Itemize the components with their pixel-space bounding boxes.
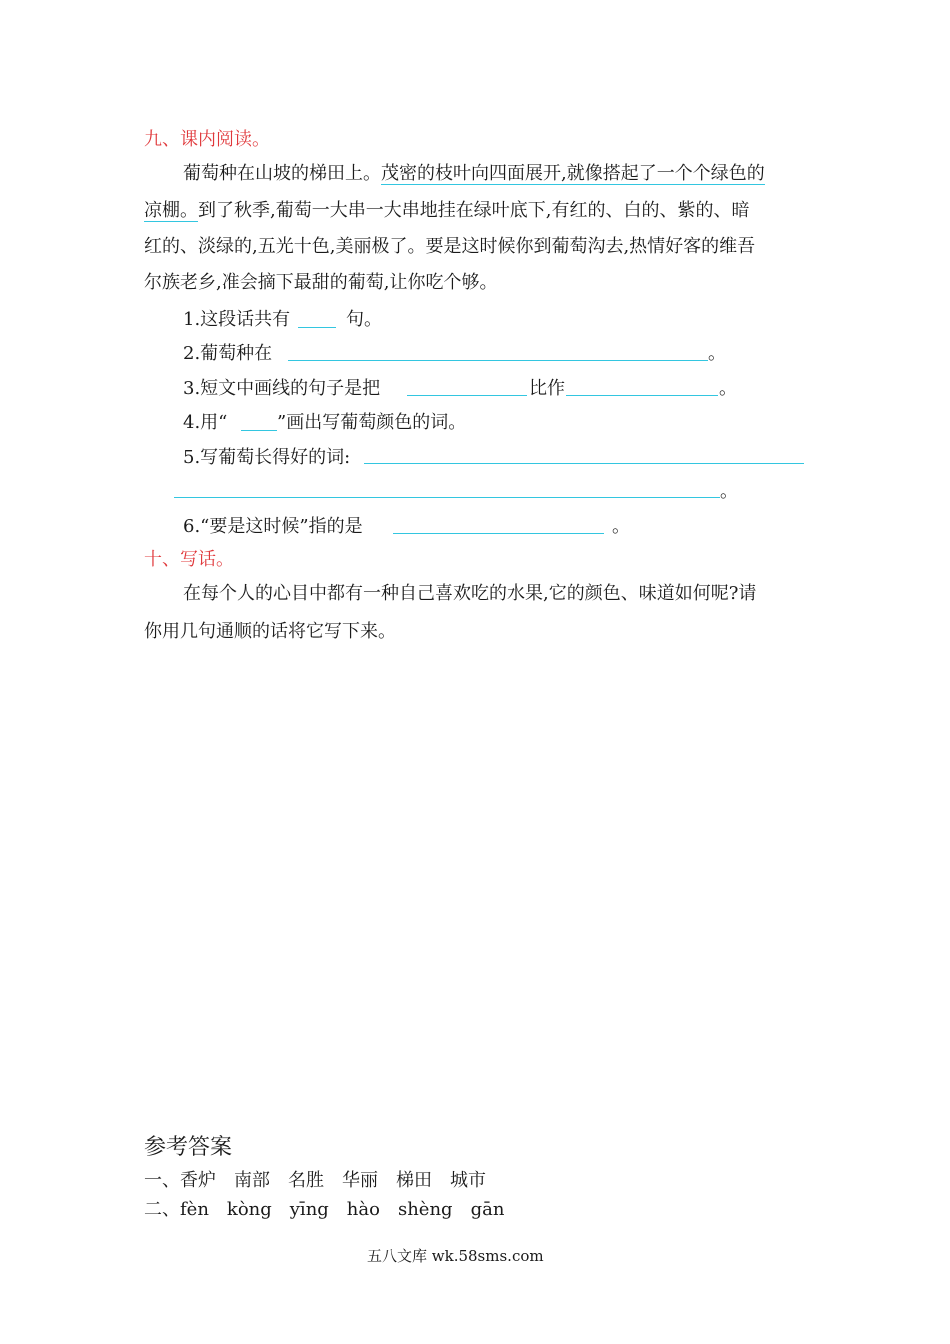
question-3-suffix: 。 <box>719 378 737 399</box>
question-2-text: 2.葡萄种在 <box>183 343 273 364</box>
answer-1: 一、香炉 南部 名胜 华丽 梯田 城市 <box>144 1170 486 1191</box>
footer-watermark: 五八文库 wk.58sms.com <box>367 1247 544 1265</box>
question-3-blank-1[interactable] <box>407 395 527 396</box>
passage-line-4: 尔族老乡,准会摘下最甜的葡萄,让你吃个够。 <box>144 272 498 293</box>
question-4-text: ”画出写葡萄颜色的词。 <box>277 412 467 433</box>
section10-line-1: 在每个人的心目中都有一种自己喜欢吃的水果,它的颜色、味道如何呢?请 <box>183 583 757 604</box>
passage-line-2-plain: 到了秋季,葡萄一大串一大串地挂在绿叶底下,有红的、白的、紫的、暗 <box>198 200 750 221</box>
answer-2: 二、fèn kòng yīng hào shèng gān <box>144 1199 505 1220</box>
question-5-blank-1[interactable] <box>364 463 804 464</box>
question-5-text: 5.写葡萄长得好的词: <box>183 447 351 468</box>
question-2-suffix: 。 <box>708 343 726 364</box>
passage-line-3: 红的、淡绿的,五光十色,美丽极了。要是这时候你到葡萄沟去,热情好客的维吾 <box>144 236 756 257</box>
question-3-text: 3.短文中画线的句子是把 <box>183 378 381 399</box>
question-4-prefix: 4.用“ <box>183 412 228 433</box>
question-1-blank[interactable] <box>298 327 336 328</box>
question-2-blank[interactable] <box>288 360 708 361</box>
question-1-suffix: 句。 <box>346 309 382 330</box>
question-3-blank-2[interactable] <box>566 395 718 396</box>
question-3-mid: 比作 <box>529 378 565 399</box>
question-6-suffix: 。 <box>612 516 630 537</box>
question-6-blank[interactable] <box>393 533 604 534</box>
passage-line-1-plain: 葡萄种在山坡的梯田上。 <box>183 163 381 184</box>
underlined-sentence-part1: 茂密的枝叶向四面展开,就像搭起了一个个绿色的 <box>381 163 765 184</box>
answers-title: 参考答案 <box>144 1135 233 1160</box>
question-5-blank-2[interactable] <box>174 497 720 498</box>
question-1-text: 1.这段话共有 <box>183 309 291 330</box>
question-5-suffix: 。 <box>720 481 738 502</box>
question-4-sample-line <box>241 430 277 431</box>
passage-line-1 <box>183 162 765 186</box>
question-6-text: 6.“要是这时候”指的是 <box>183 516 363 537</box>
section10-line-2: 你用几句通顺的话将它写下来。 <box>144 621 396 642</box>
passage-line-2 <box>144 199 749 223</box>
section10-heading: 十、写话。 <box>144 549 234 570</box>
section9-heading: 九、课内阅读。 <box>144 129 270 150</box>
underlined-sentence-part2: 凉棚。 <box>144 200 198 221</box>
